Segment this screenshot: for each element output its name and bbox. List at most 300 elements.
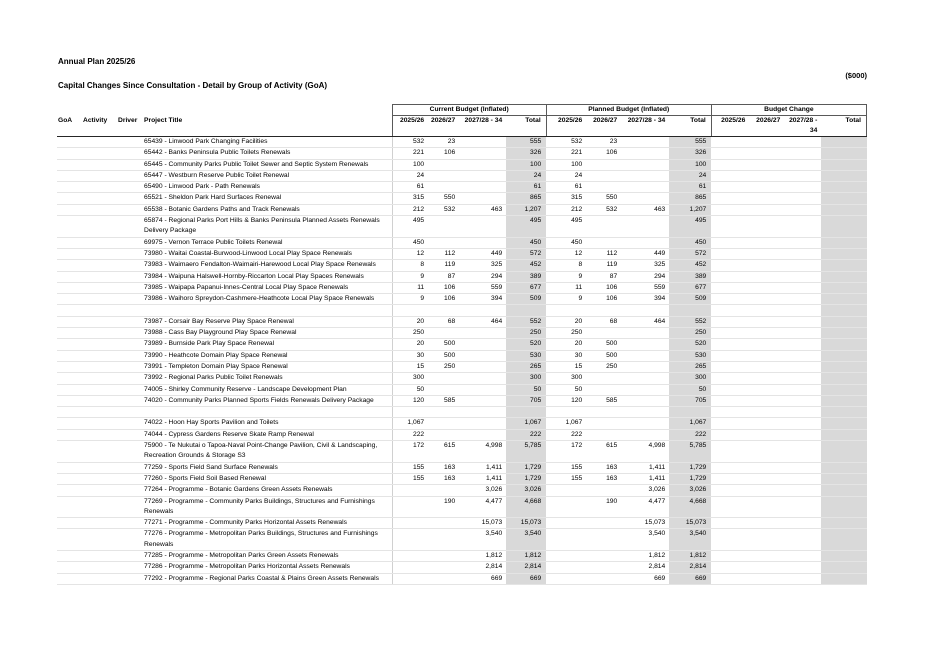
driver-cell: [117, 573, 143, 584]
budget-change-total-cell: [821, 260, 866, 271]
current-total-cell: 572: [506, 248, 546, 259]
planned-2025-26-cell: [546, 496, 586, 518]
planned-total-cell: [669, 305, 711, 316]
budget-change-2025-26-cell: [711, 316, 749, 327]
current-2025-26-cell: [392, 550, 428, 561]
current-2025-26-cell: 172: [392, 441, 428, 463]
budget-change-2027-28-34-cell: [784, 395, 821, 406]
driver-cell: [117, 271, 143, 282]
current-2026-27-cell: 615: [428, 441, 459, 463]
planned-2026-27-cell: [586, 216, 621, 238]
current-2027-28-34-cell: 15,073: [459, 518, 506, 529]
table-row: [57, 271, 867, 282]
planned-total-cell: 452: [669, 260, 711, 271]
budget-change-2025-26-cell: [711, 384, 749, 395]
planned-total-cell: 555: [669, 137, 711, 148]
activity-cell: [82, 193, 117, 204]
project-title-cell: 77259 - Sports Field Sand Surface Renewals: [143, 462, 392, 473]
goa-cell: [57, 271, 82, 282]
current-2027-28-34-cell: [459, 384, 506, 395]
project-title-cell: 73984 - Waipuna Halswell-Hornby-Riccarton Local Play Spaces Renewals: [143, 271, 392, 282]
table-row: [57, 496, 867, 518]
planned-2025-26-cell: 155: [546, 473, 586, 484]
planned-2026-27-cell: [586, 573, 621, 584]
budget-change-2026-27-cell: [749, 148, 784, 159]
budget-change-2027-28-34-cell: [784, 137, 821, 148]
planned-2026-27-cell: [586, 550, 621, 561]
planned-2025-26-cell: 20: [546, 339, 586, 350]
activity-cell: [82, 373, 117, 384]
current-2025-26-cell: [392, 573, 428, 584]
budget-change-2027-28-34-cell: [784, 328, 821, 339]
planned-2027-28-34-cell: [621, 429, 669, 440]
driver-cell: [117, 407, 143, 418]
budget-change-total-cell: [821, 395, 866, 406]
planned-2026-27-cell: [586, 373, 621, 384]
table-row: [57, 148, 867, 159]
driver-cell: [117, 294, 143, 305]
planned-total-cell: 572: [669, 248, 711, 259]
current-total-cell: 555: [506, 137, 546, 148]
budget-change-2026-27-cell: [749, 350, 784, 361]
current-2027-28-34-cell: [459, 148, 506, 159]
budget-change-2027-28-34-cell: [784, 429, 821, 440]
current-2027-28-34-cell: [459, 350, 506, 361]
planned-total-cell: 265: [669, 361, 711, 372]
budget-change-2025-26-cell: [711, 361, 749, 372]
planned-2026-27-cell: 250: [586, 361, 621, 372]
budget-change-2025-26-cell: [711, 248, 749, 259]
table-row: [57, 573, 867, 584]
project-title-cell: 75900 - Te Nukutai o Tapoa-Naval Point-Change Pavilion, Civil & Landscaping, Recreation Grounds & Storage S3: [143, 441, 392, 463]
current-2026-27-cell: [428, 518, 459, 529]
budget-change-2026-27-cell: [749, 361, 784, 372]
planned-2025-26-cell: 450: [546, 237, 586, 248]
budget-change-2025-26-cell: [711, 282, 749, 293]
current-2027-28-34-cell: 2,814: [459, 562, 506, 573]
current-2025-26-cell: 212: [392, 204, 428, 215]
budget-change-2025-26-cell: [711, 473, 749, 484]
planned-2025-26-cell: 8: [546, 260, 586, 271]
driver-cell: [117, 373, 143, 384]
budget-change-total-cell: [821, 361, 866, 372]
planned-2026-27-cell: 190: [586, 496, 621, 518]
planned-2027-28-34-cell: 559: [621, 282, 669, 293]
current-2025-26-cell: 9: [392, 271, 428, 282]
planned-2025-26-cell: 100: [546, 159, 586, 170]
planned-2025-26-cell: [546, 562, 586, 573]
current-2026-27-cell: 106: [428, 148, 459, 159]
budget-change-total-cell: [821, 237, 866, 248]
column-header-row: [57, 116, 867, 137]
planned-2027-28-34-cell: 1,411: [621, 462, 669, 473]
budget-change-2025-26-cell: [711, 485, 749, 496]
planned-2027-28-34-cell: 325: [621, 260, 669, 271]
blank-row: [57, 407, 867, 418]
current-2027-28-34-cell: [459, 216, 506, 238]
current-total-cell: 222: [506, 429, 546, 440]
budget-change-2026-27-cell: [749, 373, 784, 384]
planned-2027-28-34-cell: [621, 395, 669, 406]
budget-change-2025-26-cell: [711, 159, 749, 170]
budget-change-2025-26-cell: [711, 550, 749, 561]
current-2027-28-34-cell: [459, 170, 506, 181]
budget-change-2026-27-cell: [749, 384, 784, 395]
goa-cell: [57, 373, 82, 384]
driver-cell: [117, 316, 143, 327]
budget-change-2027-28-34-cell: [784, 373, 821, 384]
activity-cell: [82, 182, 117, 193]
planned-total-cell: 50: [669, 384, 711, 395]
budget-change-total-cell: [821, 182, 866, 193]
current-total-cell: 669: [506, 573, 546, 584]
table-row: [57, 441, 867, 463]
current-2026-27-cell: [428, 182, 459, 193]
driver-cell: [117, 159, 143, 170]
planned-2026-27-cell: [586, 562, 621, 573]
current-2025-26-cell: 50: [392, 384, 428, 395]
planned-2027-28-34-cell: [621, 384, 669, 395]
goa-cell: [57, 339, 82, 350]
budget-change-2027-28-34-cell: [784, 485, 821, 496]
planned-2027-28-34-cell: 669: [621, 573, 669, 584]
current-2026-27-cell: 550: [428, 193, 459, 204]
activity-cell: [82, 395, 117, 406]
planned-2027-28-34-cell: 2,814: [621, 562, 669, 573]
current-total-cell: 50: [506, 384, 546, 395]
current-2026-27-cell: 23: [428, 137, 459, 148]
current-2025-26-cell: [392, 485, 428, 496]
table-row: [57, 462, 867, 473]
planned-2025-26-cell: 12: [546, 248, 586, 259]
blank-row: [57, 305, 867, 316]
planned-total-cell: 2,814: [669, 562, 711, 573]
budget-change-total-cell: [821, 328, 866, 339]
budget-change-2026-27-cell: [749, 407, 784, 418]
planned-2025-26-cell: [546, 407, 586, 418]
project-title-cell: 77285 - Programme - Metropolitan Parks Green Assets Renewals: [143, 550, 392, 561]
goa-cell: [57, 407, 82, 418]
current-2027-28-34-cell: [459, 429, 506, 440]
budget-change-2027-28-34-cell: [784, 148, 821, 159]
table-row: [57, 418, 867, 429]
budget-change-2027-28-34-cell: [784, 473, 821, 484]
project-title-cell: 74005 - Shirley Community Reserve - Landscape Development Plan: [143, 384, 392, 395]
goa-cell: [57, 562, 82, 573]
budget-change-2027-28-34-cell: [784, 462, 821, 473]
current-2027-28-34-cell: 449: [459, 248, 506, 259]
current-2027-28-34-cell: [459, 373, 506, 384]
current-2027-28-34-cell: [459, 159, 506, 170]
budget-change-2027-28-34-cell: [784, 204, 821, 215]
project-title-cell: [143, 407, 392, 418]
current-total-cell: 300: [506, 373, 546, 384]
goa-cell: [57, 529, 82, 551]
budget-change-2027-28-34-cell: [784, 170, 821, 181]
current-2025-26-cell: 12: [392, 248, 428, 259]
activity-cell: [82, 328, 117, 339]
goa-cell: [57, 237, 82, 248]
budget-change-2025-26-cell: [711, 294, 749, 305]
budget-change-2026-27-cell: [749, 573, 784, 584]
current-total-cell: 5,785: [506, 441, 546, 463]
current-total-cell: 326: [506, 148, 546, 159]
current-2025-26-cell: 9: [392, 294, 428, 305]
budget-change-2027-28-34-cell: [784, 271, 821, 282]
current-2027-28-34-cell: 4,998: [459, 441, 506, 463]
budget-change-total-cell: [821, 529, 866, 551]
budget-change-total-cell: [821, 316, 866, 327]
current-2027-28-34-cell: 325: [459, 260, 506, 271]
budget-change-total-cell: [821, 496, 866, 518]
current-total-cell: 265: [506, 361, 546, 372]
goa-header: GoA: [57, 116, 82, 137]
budget-change-2025-26-cell: [711, 441, 749, 463]
driver-cell: [117, 339, 143, 350]
planned-2025-26-cell: [546, 485, 586, 496]
planned-2026-27-cell: 119: [586, 260, 621, 271]
goa-cell: [57, 216, 82, 238]
current-2027-28-34-cell: 4,477: [459, 496, 506, 518]
current-2027-28-34-cell: 3,540: [459, 529, 506, 551]
budget-change-2025-26-cell: [711, 216, 749, 238]
budget-change-2026-27-cell: [749, 418, 784, 429]
budget-change-total-cell: [821, 384, 866, 395]
project-title-cell: 77269 - Programme - Community Parks Buildings, Structures and Furnishings Renewals: [143, 496, 392, 518]
budget-change-2025-26-cell: [711, 204, 749, 215]
project-title-cell: 65521 - Sheldon Park Hard Surfaces Renewal: [143, 193, 392, 204]
planned-2025-26-cell: 15: [546, 361, 586, 372]
budget-change-2026-27-cell: [749, 496, 784, 518]
activity-cell: [82, 148, 117, 159]
planned-2026-27-cell: [586, 305, 621, 316]
planned-2027-28-34-cell: 3,026: [621, 485, 669, 496]
planned-2026-27-cell: 532: [586, 204, 621, 215]
driver-cell: [117, 216, 143, 238]
activity-cell: [82, 216, 117, 238]
budget-change-total-cell: [821, 170, 866, 181]
budget-change-total-cell: [821, 441, 866, 463]
current-2026-27-cell: 250: [428, 361, 459, 372]
current-2026-27-cell: 112: [428, 248, 459, 259]
budget-change-2025-26-cell: [711, 395, 749, 406]
current-2026-27-cell: 532: [428, 204, 459, 215]
planned-2026-27-cell: 68: [586, 316, 621, 327]
planned-2027-28-34-header: 2027/28 - 34: [621, 116, 669, 137]
budget-change-2025-26-cell: [711, 573, 749, 584]
current-2027-28-34-cell: [459, 305, 506, 316]
goa-cell: [57, 294, 82, 305]
activity-cell: [82, 305, 117, 316]
driver-cell: [117, 441, 143, 463]
current-2026-27-cell: 68: [428, 316, 459, 327]
current-2027-28-34-cell: 559: [459, 282, 506, 293]
activity-cell: [82, 237, 117, 248]
activity-cell: [82, 294, 117, 305]
current-total-cell: 530: [506, 350, 546, 361]
budget-change-2026-27-cell: [749, 305, 784, 316]
goa-cell: [57, 305, 82, 316]
budget-change-2026-27-cell: [749, 216, 784, 238]
group-header-spacer: [57, 105, 392, 116]
budget-change-2025-26-cell: [711, 418, 749, 429]
activity-cell: [82, 282, 117, 293]
goa-cell: [57, 260, 82, 271]
planned-2026-27-cell: [586, 485, 621, 496]
current-2026-27-cell: [428, 407, 459, 418]
budget-change-2025-26-cell: [711, 170, 749, 181]
planned-2026-27-cell: 163: [586, 473, 621, 484]
planned-total-cell: 1,812: [669, 550, 711, 561]
planned-total-cell: 1,729: [669, 473, 711, 484]
current-total-cell: 250: [506, 328, 546, 339]
activity-cell: [82, 518, 117, 529]
budget-change-2025-26-cell: [711, 193, 749, 204]
planned-2026-27-cell: 500: [586, 339, 621, 350]
current-total-cell: 677: [506, 282, 546, 293]
planned-2027-28-34-cell: 394: [621, 294, 669, 305]
budget-change-total-cell: [821, 550, 866, 561]
table-row: [57, 170, 867, 181]
budget-change-total-cell: [821, 282, 866, 293]
current-2027-28-34-cell: 3,026: [459, 485, 506, 496]
budget-change-total-cell: [821, 271, 866, 282]
driver-cell: [117, 182, 143, 193]
table-row: [57, 518, 867, 529]
planned-2026-27-cell: [586, 237, 621, 248]
current-2025-26-cell: 221: [392, 148, 428, 159]
current-2026-27-cell: 119: [428, 260, 459, 271]
driver-cell: [117, 496, 143, 518]
project-title-cell: 73989 - Burnside Park Play Space Renewal: [143, 339, 392, 350]
budget-change-2027-28-34-cell: [784, 350, 821, 361]
planned-2027-28-34-cell: [621, 137, 669, 148]
planned-2025-26-cell: 495: [546, 216, 586, 238]
planned-2026-27-cell: 106: [586, 282, 621, 293]
current-total-cell: 2,814: [506, 562, 546, 573]
change-total-header: Total: [821, 116, 866, 137]
budget-change-total-cell: [821, 339, 866, 350]
budget-change-2027-28-34-cell: [784, 248, 821, 259]
activity-cell: [82, 204, 117, 215]
goa-cell: [57, 282, 82, 293]
planned-2027-28-34-cell: [621, 305, 669, 316]
activity-cell: [82, 496, 117, 518]
current-total-cell: 1,812: [506, 550, 546, 561]
planned-total-cell: 530: [669, 350, 711, 361]
current-2027-28-34-cell: [459, 418, 506, 429]
planned-total-cell: 1,067: [669, 418, 711, 429]
current-2026-27-cell: [428, 384, 459, 395]
current-total-cell: 3,026: [506, 485, 546, 496]
planned-2025-26-cell: [546, 573, 586, 584]
activity-cell: [82, 429, 117, 440]
current-2025-26-cell: 61: [392, 182, 428, 193]
goa-cell: [57, 148, 82, 159]
table-row: [57, 395, 867, 406]
budget-change-2025-26-cell: [711, 407, 749, 418]
planned-2025-26-cell: 532: [546, 137, 586, 148]
budget-change-total-cell: [821, 204, 866, 215]
budget-change-2027-28-34-cell: [784, 441, 821, 463]
budget-change-2026-27-cell: [749, 159, 784, 170]
current-2025-26-cell: [392, 305, 428, 316]
current-2026-27-header: 2026/27: [428, 116, 459, 137]
budget-change-2026-27-cell: [749, 204, 784, 215]
current-2025-26-cell: 450: [392, 237, 428, 248]
current-2026-27-cell: 190: [428, 496, 459, 518]
budget-change-2026-27-cell: [749, 441, 784, 463]
budget-change-total-cell: [821, 216, 866, 238]
project-title-cell: 74044 - Cypress Gardens Reserve Skate Ramp Renewal: [143, 429, 392, 440]
budget-change-2026-27-cell: [749, 462, 784, 473]
goa-cell: [57, 485, 82, 496]
current-2026-27-cell: [428, 328, 459, 339]
activity-cell: [82, 529, 117, 551]
budget-change-2027-28-34-cell: [784, 529, 821, 551]
driver-cell: [117, 204, 143, 215]
current-2027-28-34-cell: 394: [459, 294, 506, 305]
budget-change-2025-26-cell: [711, 305, 749, 316]
budget-change-2025-26-cell: [711, 137, 749, 148]
planned-total-cell: 250: [669, 328, 711, 339]
budget-change-total-cell: [821, 462, 866, 473]
table-row: [57, 485, 867, 496]
planned-2026-27-cell: 500: [586, 350, 621, 361]
budget-change-2027-28-34-cell: [784, 562, 821, 573]
planned-2027-28-34-cell: [621, 148, 669, 159]
planned-2025-26-cell: 250: [546, 328, 586, 339]
activity-cell: [82, 441, 117, 463]
goa-cell: [57, 418, 82, 429]
planned-2025-26-cell: 300: [546, 373, 586, 384]
planned-2027-28-34-cell: [621, 216, 669, 238]
planned-2026-27-cell: [586, 328, 621, 339]
budget-change-total-cell: [821, 418, 866, 429]
driver-cell: [117, 237, 143, 248]
current-2025-26-cell: 250: [392, 328, 428, 339]
planned-total-cell: 1,729: [669, 462, 711, 473]
current-2025-26-cell: 20: [392, 339, 428, 350]
planned-total-cell: [669, 407, 711, 418]
change-2025-26-header: 2025/26: [711, 116, 749, 137]
table-row: [57, 316, 867, 327]
budget-change-total-cell: [821, 429, 866, 440]
activity-cell: [82, 137, 117, 148]
budget-change-2027-28-34-cell: [784, 418, 821, 429]
current-total-cell: 1,067: [506, 418, 546, 429]
current-2025-26-cell: [392, 518, 428, 529]
planned-2026-27-cell: 615: [586, 441, 621, 463]
current-2025-26-cell: 1,067: [392, 418, 428, 429]
activity-cell: [82, 573, 117, 584]
project-title-cell: 77260 - Sports Field Soil Based Renewal: [143, 473, 392, 484]
driver-cell: [117, 305, 143, 316]
planned-2025-26-cell: 20: [546, 316, 586, 327]
budget-change-2026-27-cell: [749, 294, 784, 305]
planned-2026-27-cell: [586, 182, 621, 193]
budget-change-2027-28-34-cell: [784, 294, 821, 305]
planned-2025-26-cell: 222: [546, 429, 586, 440]
current-total-cell: 1,729: [506, 473, 546, 484]
budget-change-2026-27-cell: [749, 260, 784, 271]
planned-2025-26-cell: 11: [546, 282, 586, 293]
activity-cell: [82, 473, 117, 484]
activity-cell: [82, 170, 117, 181]
current-2026-27-cell: 500: [428, 339, 459, 350]
goa-cell: [57, 473, 82, 484]
budget-change-2025-26-cell: [711, 148, 749, 159]
